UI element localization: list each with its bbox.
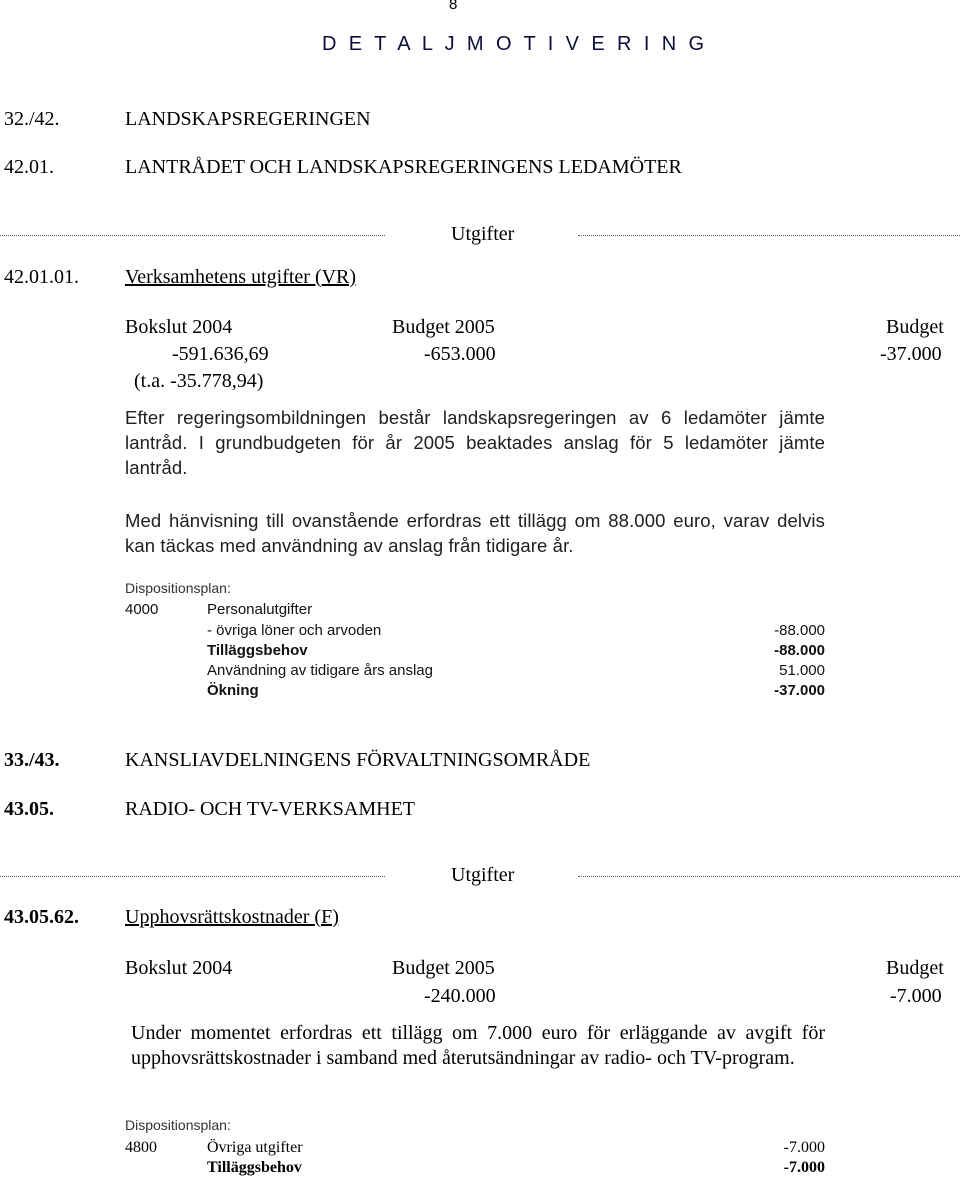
divider-right xyxy=(578,876,960,877)
disposition-row-label: - övriga löner och arvoden xyxy=(207,622,382,639)
divider-label: Utgifter xyxy=(451,223,515,245)
disposition-label: Dispositionsplan: xyxy=(125,580,231,596)
item-number: 42.01.01. xyxy=(4,266,79,288)
subsection-number: 43.05. xyxy=(4,798,54,820)
value-budget-2005: -653.000 xyxy=(424,343,496,365)
column-budget-2005: Budget 2005 xyxy=(392,957,495,979)
value-budget: -37.000 xyxy=(880,343,942,365)
value-budget-2005: -240.000 xyxy=(424,985,496,1007)
disposition-row-value: -88.000 xyxy=(774,642,825,659)
section-number: 33./43. xyxy=(4,749,60,771)
disposition-heading: Personalutgifter xyxy=(207,601,313,618)
disposition-row-value: -88.000 xyxy=(774,622,825,639)
section-title: LANDSKAPSREGERINGEN xyxy=(125,108,371,130)
disposition-row-value: -37.000 xyxy=(774,682,825,699)
value-bokslut-ta: (t.a. -35.778,94) xyxy=(134,370,264,392)
item-title: Upphovsrättskostnader (F) xyxy=(125,906,339,928)
disposition-row-value: -7.000 xyxy=(783,1159,825,1176)
item-number: 43.05.62. xyxy=(4,906,79,928)
disposition-row-value: -7.000 xyxy=(783,1139,825,1156)
column-budget: Budget xyxy=(886,957,944,979)
disposition-code: 4800 xyxy=(125,1139,157,1156)
paragraph: Med hänvisning till ovanstående erfordras ett tillägg om 88.000 euro, varav delvis kan täckas med användning av anslag från tidigare år. xyxy=(125,510,825,556)
disposition-row-label: Tilläggsbehov xyxy=(207,1159,302,1176)
page-number: 8 xyxy=(449,0,458,13)
section-number: 32./42. xyxy=(4,108,60,130)
disposition-label: Dispositionsplan: xyxy=(125,1117,231,1133)
disposition-row-value: 51.000 xyxy=(779,662,825,679)
disposition-row-label: Användning av tidigare års anslag xyxy=(207,662,433,679)
disposition-row-label: Övriga utgifter xyxy=(207,1139,303,1156)
value-budget: -7.000 xyxy=(890,985,942,1007)
divider-left xyxy=(0,876,385,877)
paragraph: Under momentet erfordras ett tillägg om 7.000 euro för erläggande av avgift för upphovsrättskostnader i samband med återutsändningar av radio- och TV-program. xyxy=(131,1022,825,1069)
divider-label: Utgifter xyxy=(451,864,515,886)
divider-right xyxy=(578,235,960,236)
disposition-code: 4000 xyxy=(125,601,159,618)
divider-left xyxy=(0,235,385,236)
column-budget: Budget xyxy=(886,316,944,338)
paragraph: Efter regeringsombildningen består landskapsregeringen av 6 ledamöter jämte lantråd. I grundbudgeten för år 2005 beaktades anslag för 5 ledamöter jämte lantråd. xyxy=(125,407,825,478)
disposition-row-label: Tilläggsbehov xyxy=(207,642,308,659)
subsection-title: LANTRÅDET OCH LANDSKAPSREGERINGENS LEDAMÖTER xyxy=(125,156,682,178)
column-bokslut: Bokslut 2004 xyxy=(125,957,233,979)
disposition-row-label: Ökning xyxy=(207,682,259,699)
value-bokslut: -591.636,69 xyxy=(172,343,269,365)
column-bokslut: Bokslut 2004 xyxy=(125,316,233,338)
subsection-number: 42.01. xyxy=(4,156,54,178)
item-title: Verksamhetens utgifter (VR) xyxy=(125,266,357,288)
page-title: D E T A L J M O T I V E R I N G xyxy=(322,33,708,55)
subsection-title: RADIO- OCH TV-VERKSAMHET xyxy=(125,798,416,820)
section-title: KANSLIAVDELNINGENS FÖRVALTNINGSOMRÅDE xyxy=(125,749,591,771)
column-budget-2005: Budget 2005 xyxy=(392,316,495,338)
